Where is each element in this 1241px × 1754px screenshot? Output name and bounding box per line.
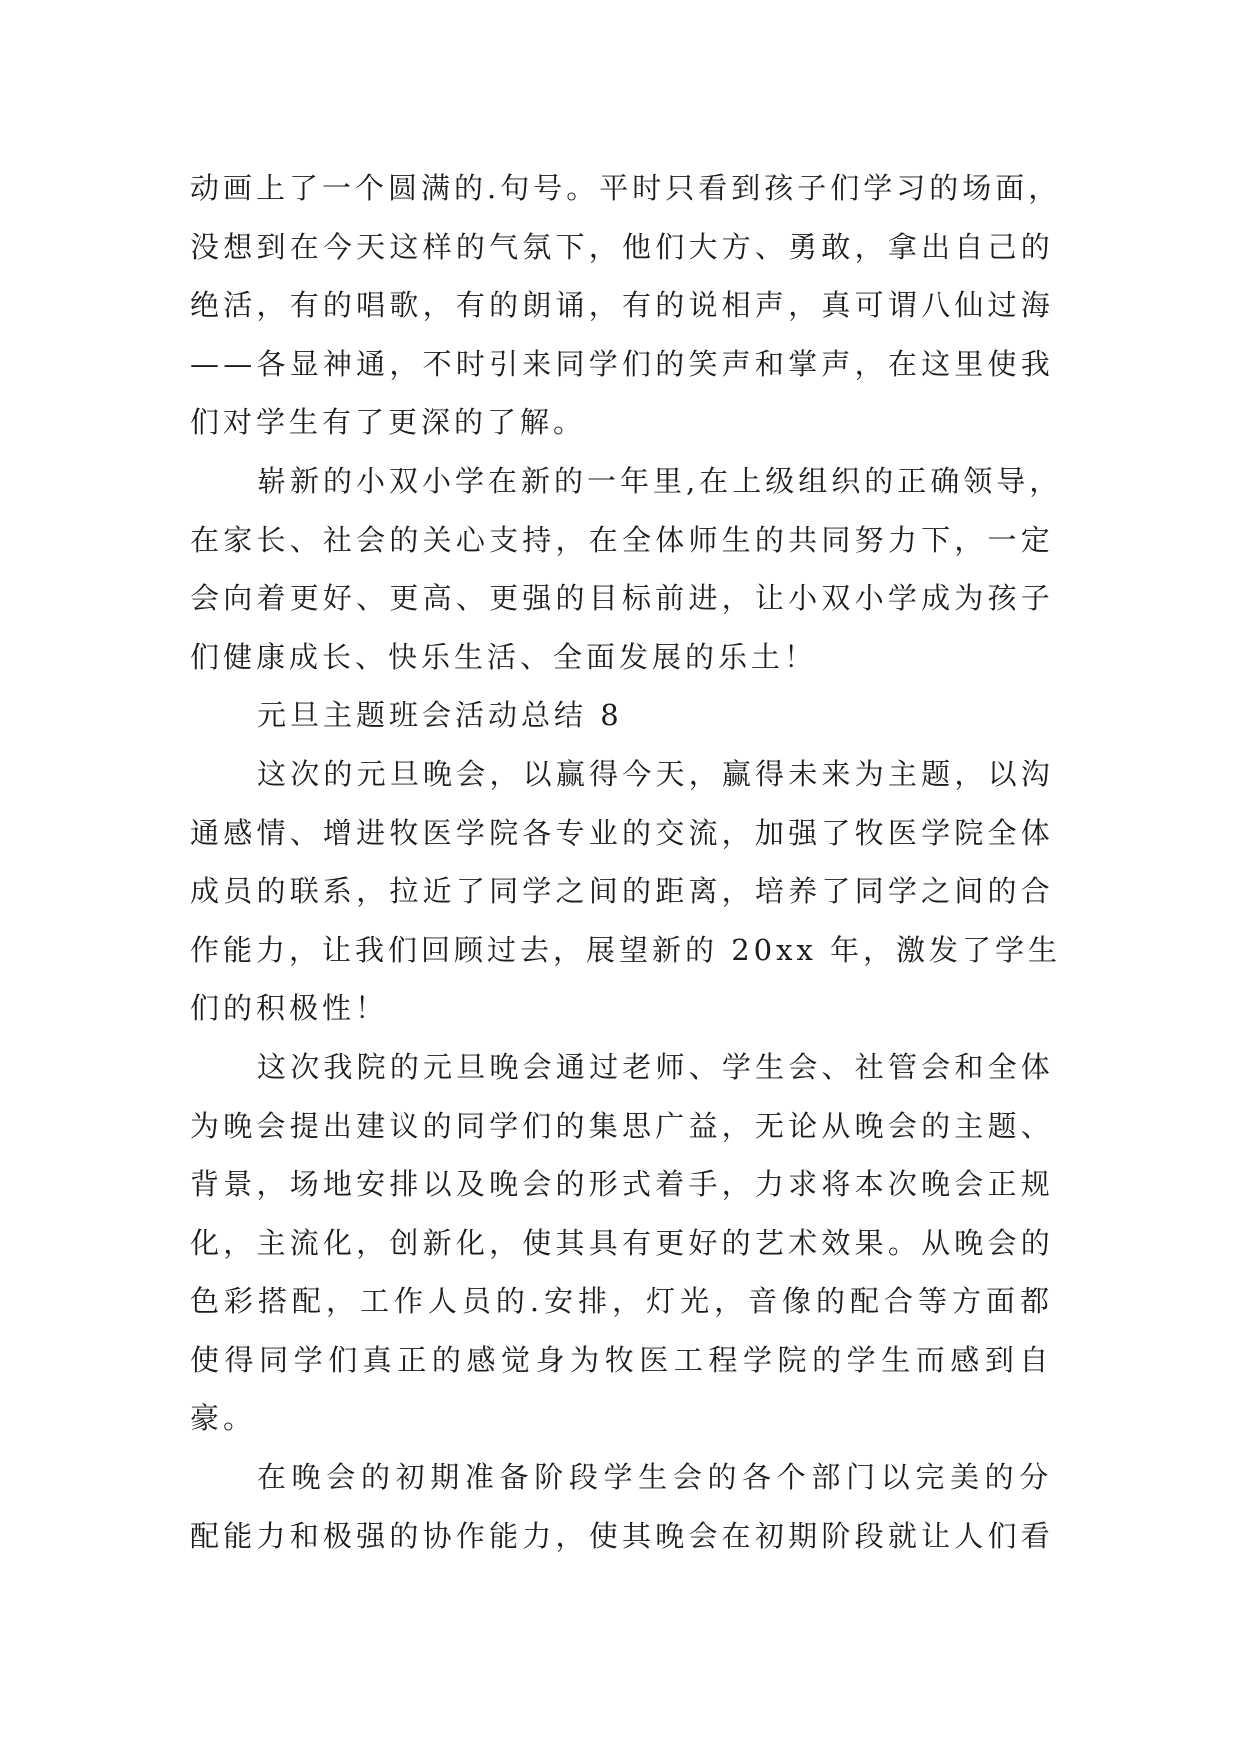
paragraph-line: 在晚会的初期准备阶段学生会的各个部门以完美的分: [257, 1460, 1054, 1495]
paragraph-line: 这次我院的元旦晚会通过老师、学生会、社管会和全体: [257, 1049, 1054, 1084]
paragraph-line: 们对学生有了更深的了解。: [190, 405, 587, 440]
paragraph-line: ——各显神通，不时引来同学们的笑声和掌声，在这里使我: [190, 346, 1054, 381]
paragraph-line: 们的积极性！: [190, 991, 389, 1026]
paragraph: [190, 1448, 1054, 1565]
paragraph: [190, 452, 1063, 686]
paragraph-line: 动画上了一个圆满的.句号。平时只看到孩子们学习的场面，: [190, 171, 1062, 205]
paragraph-line: 绝活，有的唱歌，有的朗诵，有的说相声，真可谓八仙过海: [190, 288, 1054, 323]
paragraph-line: 们健康成长、快乐生活、全面发展的乐土！: [190, 639, 818, 674]
paragraph-line: 在家长、社会的关心支持，在全体师生的共同努力下，一定: [190, 522, 1054, 557]
paragraph-line: 成员的联系，拉近了同学之间的距离，培养了同学之间的合: [190, 874, 1054, 909]
paragraph-line: 色彩搭配，工作人员的.安排，灯光，音像的配合等方面都: [190, 1284, 1054, 1319]
document-body: [190, 159, 1063, 1565]
paragraph: [190, 159, 1062, 452]
paragraph: [190, 1038, 1054, 1448]
section-heading: 元旦主题班会活动总结 8: [257, 698, 623, 733]
paragraph-line: 没想到在今天这样的气氛下，他们大方、勇敢，拿出自己的: [190, 229, 1054, 264]
paragraph-line: 这次的元旦晚会，以赢得今天，赢得未来为主题，以沟: [257, 756, 1054, 791]
paragraph-line: 作能力，让我们回顾过去，展望新的 20xx 年，激发了学生: [190, 932, 1062, 967]
paragraph-line: 为晚会提出建议的同学们的集思广益，无论从晚会的主题、: [190, 1108, 1054, 1143]
paragraph-line: 背景，场地安排以及晚会的形式着手，力求将本次晚会正规: [190, 1167, 1054, 1202]
paragraph-line: 会向着更好、更高、更强的目标前进，让小双小学成为孩子: [190, 581, 1054, 616]
paragraph-line: 通感情、增进牧医学院各专业的交流，加强了牧医学院全体: [190, 815, 1054, 850]
paragraph-line: 配能力和极强的协作能力，使其晚会在初期阶段就让人们看: [190, 1518, 1054, 1553]
paragraph-line: 豪。: [190, 1401, 257, 1436]
paragraph-line: 使得同学们真正的感觉身为牧医工程学院的学生而感到自: [190, 1342, 1054, 1377]
paragraph: [190, 745, 1062, 1038]
paragraph-line: 化，主流化，创新化，使其具有更好的艺术效果。从晚会的: [190, 1225, 1054, 1260]
paragraph-line: 崭新的小双小学在新的一年里,在上级组织的正确领导，: [257, 463, 1063, 498]
